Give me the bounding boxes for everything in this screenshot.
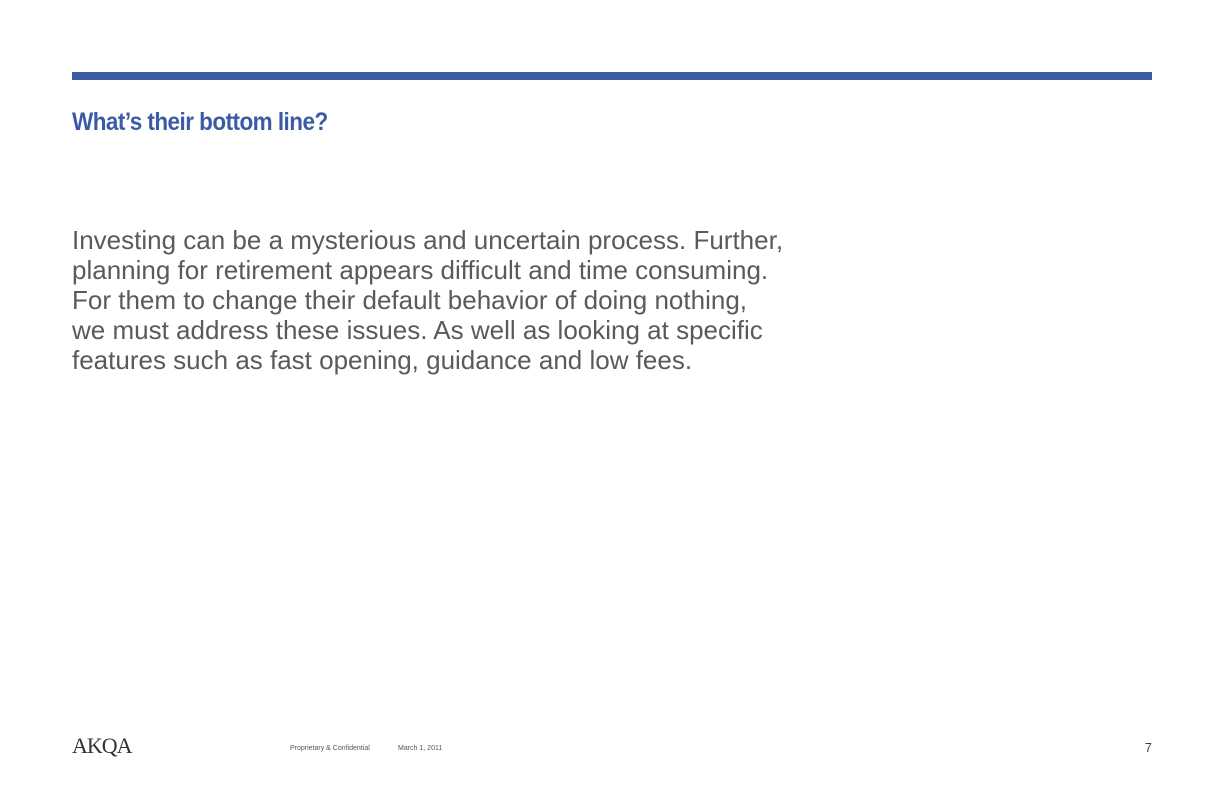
slide-title: What’s their bottom line? bbox=[72, 108, 328, 136]
page-number: 7 bbox=[1144, 740, 1152, 755]
body-paragraph bbox=[72, 225, 783, 375]
confidentiality-notice: Proprietary & Confidential bbox=[290, 745, 370, 752]
body-line: For them to change their default behavior of doing nothing, bbox=[72, 285, 747, 315]
header-rule bbox=[72, 72, 1152, 80]
footer-date: March 1, 2011 bbox=[398, 745, 443, 752]
body-line: we must address these issues. As well as looking at specific bbox=[72, 315, 763, 345]
company-logo: AKQA bbox=[72, 733, 132, 758]
body-line: Investing can be a mysterious and uncertain process. Further, bbox=[72, 225, 784, 255]
body-line: features such as fast opening, guidance and low fees. bbox=[72, 345, 693, 375]
body-line: planning for retirement appears difficult and time consuming. bbox=[72, 255, 769, 285]
